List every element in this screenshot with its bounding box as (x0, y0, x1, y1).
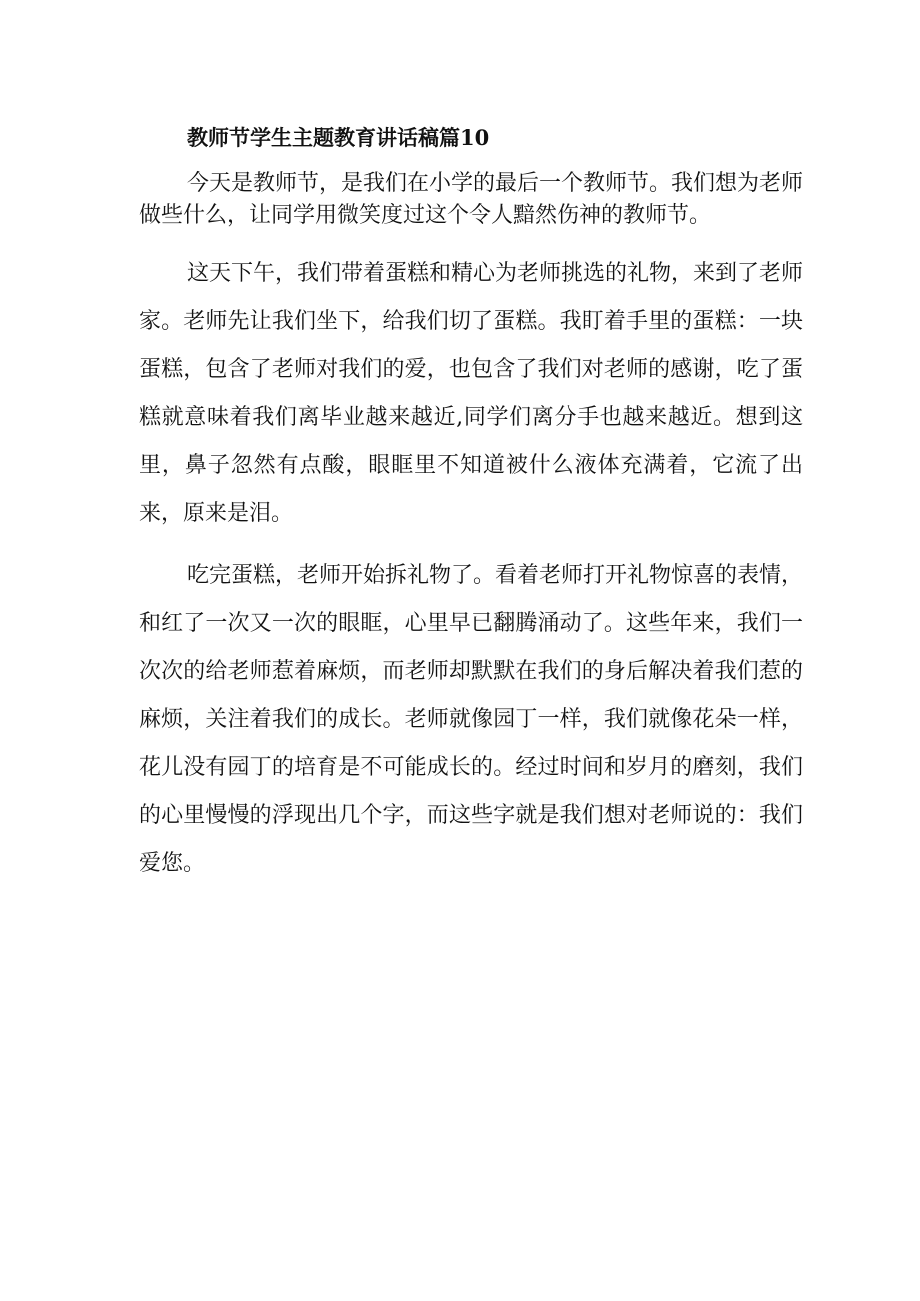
document-body (139, 118, 803, 888)
paragraph-1: 今天是教师节，是我们在小学的最后一个教师节。我们想为老师做些什么，让同学用微笑度过这个令人黯然伤神的教师节。 (139, 171, 804, 228)
document-title: 教师节学生主题教育讲话稿篇10 (187, 125, 490, 150)
paragraph-2: 这天下午，我们带着蛋糕和精心为老师挑选的礼物，来到了老师家。老师先让我们坐下，给我们切了蛋糕。我盯着手里的蛋糕：一块蛋糕，包含了老师对我们的爱，也包含了我们对老师的感谢，吃了蛋糕就意味着我们离毕业越来越近,同学们离分手也越来越近。想到这里，鼻子忽然有点酸，眼眶里不知道被什么液体充满着，它流了出来，原来是泪。 (139, 261, 804, 526)
paragraph-3: 吃完蛋糕，老师开始拆礼物了。看着老师打开礼物惊喜的表情，和红了一次又一次的眼眶，心里早已翻腾涌动了。这些年来，我们一次次的给老师惹着麻烦，而老师却默默在我们的身后解决着我们惹的麻烦，关注着我们的成长。老师就像园丁一样，我们就像花朵一样，花儿没有园丁的培育是不可能成长的。经过时间和岁月的磨刻，我们的心里慢慢的浮现出几个字，而这些字就是我们想对老师说的：我们爱您。 (139, 563, 804, 876)
